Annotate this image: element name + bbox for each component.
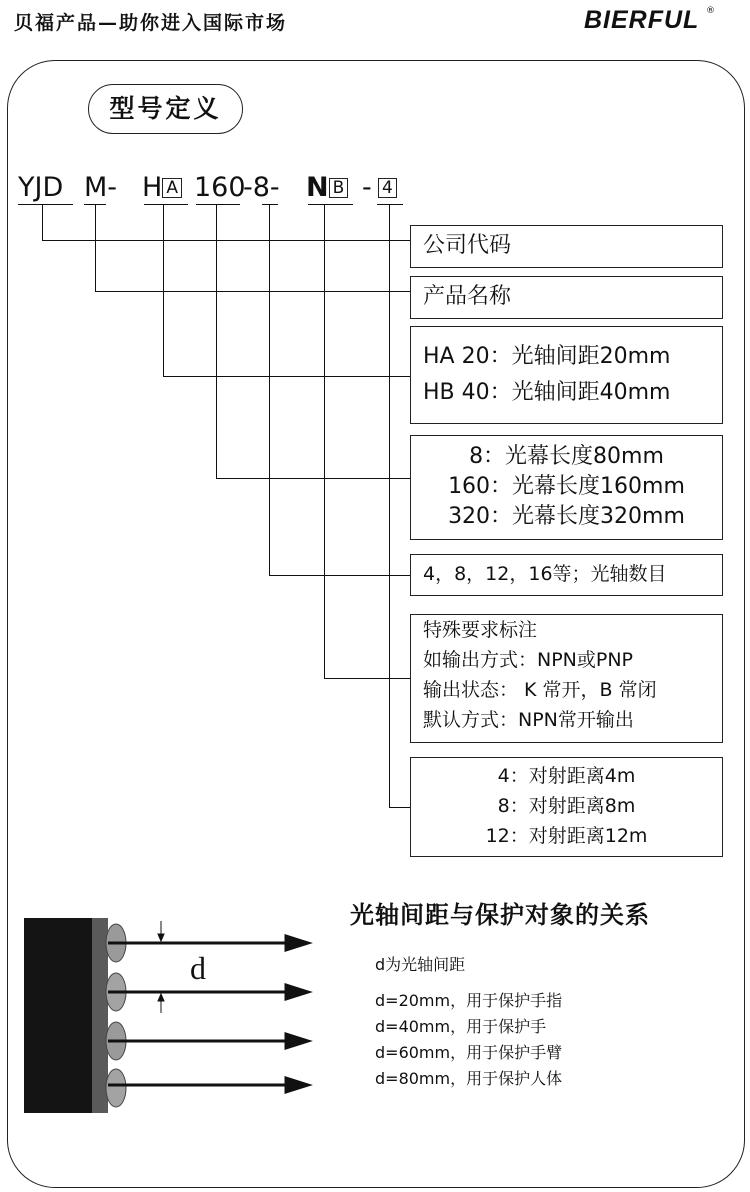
code-axis-prefix: H	[142, 172, 163, 203]
definition-company-code	[410, 225, 723, 268]
code-range-separator: -	[362, 172, 372, 203]
registered-mark: ®	[706, 6, 715, 16]
relation-definition: d为光轴间距	[375, 955, 466, 974]
definition-line: 公司代码	[423, 233, 512, 258]
definition-line: 特殊要求标注	[423, 619, 538, 641]
beam-arrowhead	[286, 985, 308, 999]
dimension-arrowhead	[158, 994, 164, 1001]
definition-line: 4，8，12，16等；光轴数目	[423, 563, 667, 585]
connector-line	[269, 575, 410, 576]
connector-line	[216, 205, 217, 478]
connector-line	[42, 205, 43, 240]
definition-product-name	[410, 276, 723, 319]
code-separator: -8-	[243, 172, 280, 203]
header-slogan: 贝福产品—助你进入国际市场	[14, 12, 288, 34]
spacing-label: d	[190, 950, 206, 986]
definition-line: 产品名称	[423, 284, 512, 309]
relation-item: d=40mm，用于保护手	[375, 1017, 547, 1036]
definition-line: 12：对射距离12m	[485, 825, 648, 847]
code-underline	[262, 204, 278, 205]
beam-arrowhead	[286, 1034, 308, 1048]
section-title-pill: 型号定义	[88, 84, 243, 134]
connector-line	[324, 678, 410, 679]
code-underline	[144, 204, 188, 205]
definition-line: 默认方式：NPN常开输出	[423, 709, 634, 731]
sensor-lens	[106, 1069, 126, 1107]
code-length: 160	[194, 172, 246, 203]
relation-item: d=80mm，用于保护人体	[375, 1069, 563, 1088]
code-output-letter: N	[306, 172, 329, 203]
connector-line	[389, 205, 390, 807]
code-underline	[377, 204, 403, 205]
definition-line: 输出状态： K 常开，B 常闭	[423, 679, 657, 701]
code-underline	[196, 204, 240, 205]
definition-line: 4：对射距离4m	[497, 765, 636, 787]
code-underline	[308, 204, 353, 205]
definition-detection-range	[410, 757, 723, 857]
connector-line	[95, 205, 96, 291]
definition-line: 8：光幕长度80mm	[469, 444, 664, 469]
definition-line: 320：光幕长度320mm	[448, 504, 685, 529]
connector-line	[389, 807, 410, 808]
code-axis	[142, 173, 182, 203]
beam-arrowhead	[286, 1078, 308, 1092]
connector-line	[42, 240, 410, 241]
definition-line: 如输出方式：NPN或PNP	[423, 649, 634, 671]
connector-line	[269, 205, 270, 575]
connector-line	[216, 478, 410, 479]
brand-logo: BIERFUL	[584, 6, 700, 34]
beam-arrowhead	[286, 936, 308, 950]
definition-line: 160：光幕长度160mm	[448, 474, 685, 499]
sensor-edge	[92, 918, 108, 1113]
connector-line	[163, 376, 410, 377]
code-company: YJD	[18, 172, 64, 203]
definition-line: 8：对射距离8m	[497, 795, 636, 817]
relation-title: 光轴间距与保护对象的关系	[350, 900, 650, 929]
code-range-option: 4	[378, 178, 397, 198]
definition-special-requirements	[410, 614, 723, 743]
code-axis-option: A	[162, 178, 182, 198]
code-product: M-	[84, 172, 118, 203]
sensor-body	[24, 918, 98, 1113]
definition-line: HA 20：光轴间距20mm	[423, 344, 671, 369]
definition-line: HB 40：光轴间距40mm	[423, 380, 671, 405]
code-range	[378, 173, 397, 203]
dimension-arrowhead	[158, 934, 164, 941]
code-underline	[18, 204, 73, 205]
code-output-option: B	[329, 178, 349, 198]
connector-line	[95, 291, 410, 292]
relation-item: d=60mm，用于保护手臂	[375, 1043, 563, 1062]
definition-curtain-length	[410, 435, 723, 540]
light-curtain-diagram	[20, 915, 320, 1115]
relation-item: d=20mm，用于保护手指	[375, 991, 563, 1010]
definition-axis-count	[410, 554, 723, 596]
code-output	[306, 173, 348, 203]
definition-axis-spacing	[410, 326, 723, 424]
connector-line	[324, 205, 325, 678]
